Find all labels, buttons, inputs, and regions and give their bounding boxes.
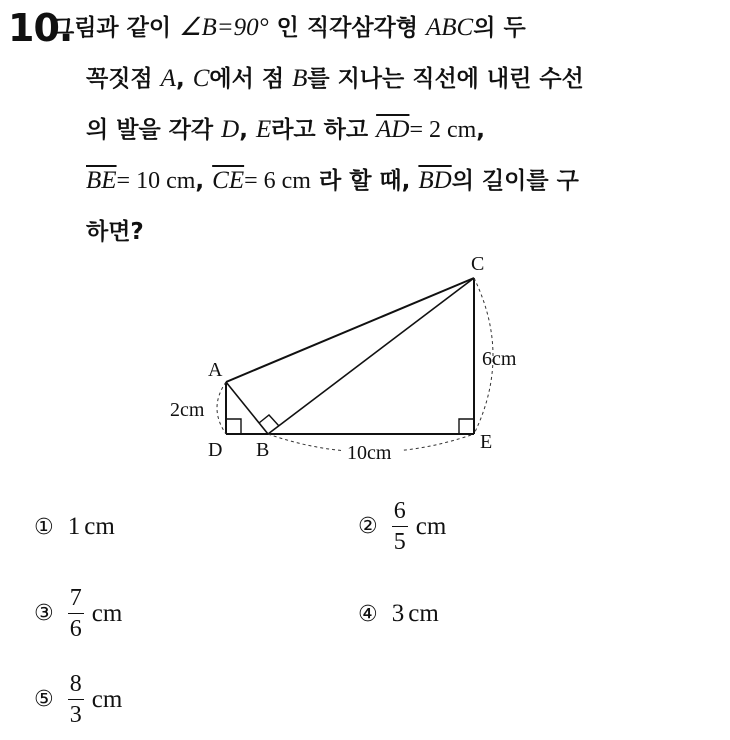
fraction-denominator: 3	[69, 702, 82, 728]
segment-notation: $\overline{BE}$	[86, 167, 117, 194]
math-expression: ∠B=90°	[179, 14, 269, 41]
label-e: E	[480, 431, 493, 453]
stem-text: 라 할 때,	[310, 168, 419, 194]
fraction-denominator: 5	[393, 529, 406, 555]
math-expression: E	[255, 116, 272, 143]
segment-notation: $\overline{CE}$	[212, 167, 245, 194]
stem-text: 꼭짓점	[86, 66, 161, 92]
choice-value: 3	[391, 600, 405, 627]
stem-text: 를 지나는 직선에 내린 수선	[307, 66, 584, 92]
choice-3[interactable]	[34, 586, 122, 641]
dimension-arc-ad	[217, 382, 226, 434]
triangle-figure	[150, 248, 550, 478]
choice-5[interactable]	[34, 672, 122, 727]
fraction	[68, 672, 84, 727]
stem-text: 에서 점	[209, 66, 293, 92]
choice-4[interactable]	[358, 600, 439, 628]
right-angle-mark-e	[459, 419, 474, 434]
segment-notation: $\overline{AD}$	[376, 116, 410, 143]
triangle-diagram	[150, 248, 550, 478]
math-expression: A	[160, 65, 176, 92]
measurement: = 2 cm	[409, 117, 477, 143]
choice-unit: cm	[91, 599, 123, 627]
stem-line	[52, 110, 724, 161]
segment-notation: $\overline{BD}$	[418, 167, 452, 194]
choice-1[interactable]	[34, 513, 115, 541]
fraction	[68, 586, 84, 641]
choice-value: 1	[67, 513, 81, 540]
stem-text: 의 두	[473, 15, 526, 41]
stem-text: ,	[476, 117, 486, 143]
length-ce: 6cm	[482, 348, 517, 370]
math-expression: C	[192, 65, 210, 92]
stem-text: 하면?	[86, 219, 144, 245]
stem-text: ,	[195, 168, 213, 194]
stem-line	[52, 59, 724, 110]
stem-text: ,	[239, 117, 256, 143]
question-number: 10.	[8, 6, 73, 50]
label-d: D	[208, 439, 223, 461]
stem-line	[52, 161, 724, 212]
math-expression: ABC	[426, 14, 474, 41]
fraction-numerator: 7	[68, 586, 84, 614]
choice-marker: ④	[358, 601, 378, 627]
choice-unit: cm	[408, 600, 439, 627]
choice-marker: ③	[34, 601, 54, 626]
segment-bc	[268, 278, 474, 434]
stem-text: ,	[175, 66, 193, 92]
fraction	[392, 499, 408, 554]
stem-text: 의 길이를 구	[451, 168, 579, 194]
segment-ac	[226, 278, 474, 382]
label-b: B	[256, 439, 270, 461]
stem-line	[52, 8, 724, 59]
stem-text: 의 발을 각각	[86, 117, 222, 143]
fraction-numerator: 8	[68, 672, 84, 700]
right-angle-mark-b	[259, 415, 279, 426]
choice-unit: cm	[415, 512, 447, 540]
stem-text: 인 직각삼각형	[268, 15, 427, 41]
measurement: = 10 cm	[116, 168, 196, 194]
length-ad: 2cm	[170, 399, 205, 421]
choice-unit: cm	[84, 513, 115, 540]
choice-unit: cm	[91, 685, 123, 713]
math-expression: B	[292, 65, 308, 92]
segment-ab	[226, 382, 268, 434]
fraction-numerator: 6	[392, 499, 408, 527]
label-a: A	[208, 359, 223, 381]
choice-marker: ⑤	[34, 687, 54, 712]
stem-text: 라고 하고	[271, 117, 377, 143]
choice-2[interactable]	[358, 499, 446, 554]
fraction-denominator: 6	[69, 616, 82, 642]
measurement: = 6 cm	[244, 168, 311, 194]
choice-marker: ①	[34, 514, 54, 540]
right-angle-mark-d	[226, 419, 241, 434]
math-expression: D	[221, 116, 240, 143]
stem-text: 그림과 같이	[52, 15, 180, 41]
choice-marker: ②	[358, 514, 378, 539]
question-stem	[52, 8, 724, 263]
label-c: C	[471, 253, 485, 275]
length-be: 10cm	[347, 442, 392, 464]
